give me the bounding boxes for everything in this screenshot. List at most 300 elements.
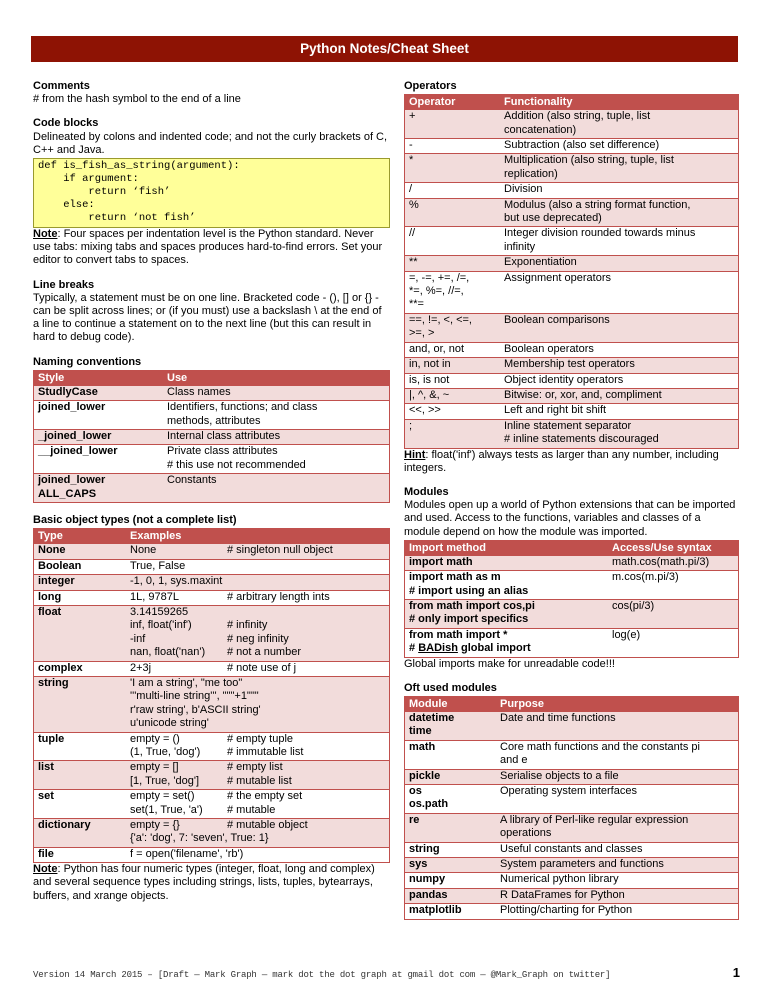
table-cell	[34, 474, 163, 502]
column-header: Module	[409, 698, 448, 711]
table-cell	[608, 556, 738, 570]
table-cell	[34, 761, 126, 789]
table-cell	[126, 677, 389, 732]
table-row	[405, 903, 738, 918]
table-cell-line: __joined_lower	[38, 445, 118, 458]
table-row	[405, 153, 738, 182]
table-cell-line: None	[38, 544, 66, 557]
version-line: Version 14 March 2015 – [Draft — Mark Graph — mark dot the dot graph at gmail dot com — @Mark_Graph on twitter]	[33, 970, 611, 980]
table-cell	[34, 677, 126, 732]
table-cell-line: replication)	[504, 167, 558, 180]
table-row	[34, 789, 389, 818]
table-cell	[405, 139, 500, 153]
table-cell-line: concatenation)	[504, 123, 577, 136]
table-cell-line: %	[409, 198, 419, 211]
table-cell	[34, 606, 126, 661]
table-cell	[405, 374, 500, 388]
table-row	[34, 847, 389, 862]
table-cell	[405, 741, 496, 769]
table-cell-line: ALL_CAPS	[38, 487, 97, 500]
column-header: Use	[167, 371, 188, 384]
code-line: if argument:	[38, 173, 139, 186]
table-cell	[405, 843, 496, 857]
table-cell-line: //	[409, 227, 416, 240]
note-paragraph	[33, 228, 390, 268]
section-heading: Comments	[33, 80, 90, 92]
column-header: Examples	[130, 530, 182, 543]
table-cell-line: Multiplication (also string, tuple, list	[504, 154, 674, 167]
table-cell-line: float	[38, 605, 62, 618]
table-cell-line: from math import *	[409, 628, 508, 641]
table-cell-line: pickle	[409, 769, 441, 782]
table-cell	[500, 199, 738, 227]
right-column	[404, 80, 739, 920]
operators-table	[404, 94, 739, 448]
section-oft-used-modules	[404, 682, 739, 920]
table-cell-line: # this use not recommended	[167, 458, 306, 471]
table-cell-line: long	[38, 590, 62, 603]
table-cell	[500, 183, 738, 197]
table-cell-line: math	[409, 740, 436, 753]
table-row	[405, 769, 738, 784]
table-cell	[500, 358, 738, 372]
table-cell	[405, 904, 496, 918]
table-cell-line: # inline statements discouraged	[504, 433, 659, 446]
code-line: return ‘fish’	[38, 186, 171, 199]
table-cell-line: complex	[38, 661, 83, 674]
table-cell	[163, 401, 389, 429]
table-cell	[500, 256, 738, 270]
table-cell	[496, 770, 738, 784]
table-cell-line: Exponentiation	[504, 256, 577, 269]
object-types-table	[33, 528, 390, 863]
table-cell-line: 2+3j # note use of j	[130, 661, 297, 674]
table-cell-line: *=, %=, //=,	[409, 285, 464, 298]
table-row	[405, 555, 738, 570]
table-row	[405, 711, 738, 740]
table-cell	[405, 358, 500, 372]
table-cell	[405, 389, 500, 403]
table-cell-line: Assignment operators	[504, 271, 611, 284]
table-cell-line: Object identity operators	[504, 373, 624, 386]
table-cell	[405, 272, 500, 313]
table-cell-line: but use deprecated)	[504, 212, 602, 225]
table-cell-line: None # singleton null object	[130, 544, 333, 557]
table-cell	[500, 374, 738, 388]
table-cell-line: <<, >>	[409, 404, 441, 417]
table-cell-line: string	[38, 676, 69, 689]
table-cell-line: _joined_lower	[38, 430, 112, 443]
table-row	[405, 198, 738, 227]
table-cell	[34, 733, 126, 761]
note-text: : Python has four numeric types (integer, float, long and complex) and several sequence types including strings, lists, tuples, bytearrays, buffers, and xrange objects.	[33, 863, 375, 902]
table-row	[34, 543, 389, 558]
table-cell-line: True, False	[130, 559, 186, 572]
table-cell	[500, 139, 738, 153]
table-header-row	[34, 529, 389, 543]
table-cell	[405, 858, 496, 872]
table-cell	[34, 790, 126, 818]
table-row	[405, 255, 738, 270]
section-heading: Basic object types (not a complete list)	[33, 514, 237, 527]
table-cell-line: Integer division rounded towards minus	[504, 227, 696, 240]
table-header-row	[405, 541, 738, 555]
table-cell-line: **=	[409, 298, 424, 311]
table-cell	[405, 420, 500, 448]
note-text: : Four spaces per indentation level is the Python standard. Never use tabs: mixing tabs and spaces produces hard-to-find errors. Set your editor to convert tabs to spaces.	[33, 228, 383, 267]
table-cell	[126, 848, 389, 862]
table-cell-line: '''multi-line string''', """+1"""	[130, 690, 259, 703]
table-cell-line: log(e)	[612, 628, 641, 641]
table-cell-line: =, -=, +=, /=,	[409, 271, 470, 284]
table-cell-line: inf, float('inf') # infinity	[130, 619, 268, 632]
global-imports-note: Global imports make for unreadable code!!!	[404, 657, 615, 670]
table-cell-line: StudlyCase	[38, 385, 98, 398]
table-cell-line: Class names	[167, 385, 231, 398]
table-cell	[405, 873, 496, 887]
page-title: Python Notes/Cheat Sheet	[31, 36, 738, 62]
section-heading: Modules	[404, 485, 449, 498]
table-row	[405, 784, 738, 813]
table-cell	[496, 785, 738, 813]
section-heading: Line breaks	[33, 278, 95, 291]
table-row	[34, 661, 389, 676]
table-row	[34, 429, 389, 444]
table-cell-line: re	[409, 813, 420, 826]
table-cell	[126, 591, 389, 605]
table-row	[405, 403, 738, 418]
table-cell	[34, 848, 126, 862]
oft-used-modules-table	[404, 696, 739, 920]
table-cell-line: empty = () # empty tuple	[130, 732, 294, 745]
code-example-box	[33, 158, 390, 228]
column-header: Style	[38, 371, 65, 384]
table-cell	[405, 256, 500, 270]
table-cell-line: tuple	[38, 732, 65, 745]
table-row	[34, 732, 389, 761]
table-cell	[405, 183, 500, 197]
table-cell	[500, 272, 738, 313]
table-cell	[163, 445, 389, 473]
table-cell	[405, 629, 608, 657]
table-cell	[405, 343, 500, 357]
table-row	[34, 574, 389, 589]
table-cell	[34, 591, 126, 605]
table-cell-line: {'a': 'dog', 7: 'seven', True: 1}	[130, 832, 269, 845]
table-cell-line: list	[38, 761, 54, 774]
table-cell-line: Plotting/charting for Python	[500, 904, 633, 917]
table-row	[34, 760, 389, 789]
table-cell-line: -	[409, 139, 413, 152]
table-row	[405, 842, 738, 857]
table-cell-line: nan, float('nan') # not a number	[130, 646, 301, 659]
table-cell-line: Useful constants and classes	[500, 842, 643, 855]
table-cell	[405, 314, 500, 342]
table-cell-line: empty = {} # mutable object	[130, 819, 308, 832]
table-cell-line: Modulus (also a string format function,	[504, 198, 691, 211]
section-line-breaks	[33, 279, 390, 345]
table-cell	[496, 741, 738, 769]
table-cell-line: os	[409, 785, 422, 798]
table-cell	[34, 445, 163, 473]
table-cell-line: R DataFrames for Python	[500, 888, 625, 901]
column-header: Import method	[409, 541, 486, 554]
table-cell-line: matplotlib	[409, 904, 462, 917]
table-cell-line: file	[38, 847, 54, 860]
table-cell-line: Boolean comparisons	[504, 313, 610, 326]
table-cell	[34, 575, 126, 589]
table-cell-line: A library of Perl-like regular expression	[500, 813, 689, 826]
table-cell	[496, 814, 738, 842]
table-cell	[405, 600, 608, 628]
table-cell-line: set	[38, 790, 54, 803]
table-cell-line: time	[409, 725, 432, 738]
hint-text: : float('inf') always tests as larger than any number, including integers.	[404, 448, 719, 474]
table-cell-line: and, or, not	[409, 342, 465, 355]
table-row	[34, 818, 389, 847]
table-cell	[500, 154, 738, 182]
table-cell-line: # BADish global import	[409, 642, 531, 655]
section-text: # from the hash symbol to the end of a line	[33, 93, 241, 106]
table-cell	[405, 154, 500, 182]
table-row	[405, 740, 738, 769]
left-column	[33, 80, 390, 903]
section-heading: Operators	[404, 80, 457, 92]
table-cell	[126, 560, 389, 574]
table-header-row	[34, 371, 389, 385]
table-row	[34, 605, 389, 661]
table-cell-line: Identifiers, functions; and class	[167, 401, 318, 414]
table-cell-line: integer	[38, 575, 75, 588]
table-cell-line: # import using an alias	[409, 584, 529, 597]
section-text: Modules open up a world of Python extensions that can be imported and used. Access to the functions, variables and classes of a module depend on how the module was imported.	[404, 499, 736, 538]
table-cell-line: 'I am a string', "me too"	[130, 676, 243, 689]
table-cell-line: set(1, True, 'a') # mutable	[130, 803, 276, 816]
table-header-row	[405, 95, 738, 109]
table-row	[405, 857, 738, 872]
table-cell	[34, 386, 163, 400]
table-cell-line: from math import cos,pi	[409, 599, 535, 612]
table-cell	[126, 761, 389, 789]
table-cell-line: Bitwise: or, xor, and, compliment	[504, 388, 662, 401]
table-cell	[405, 889, 496, 903]
table-cell-line: System parameters and functions	[500, 858, 664, 871]
table-cell	[126, 575, 389, 589]
code-line: return ‘not fish’	[38, 212, 196, 225]
table-cell-line: (1, True, 'dog') # immutable list	[130, 745, 304, 758]
table-cell	[405, 770, 496, 784]
table-cell-line: -1, 0, 1, sys.maxint	[130, 575, 223, 588]
table-cell-line: Left and right bit shift	[504, 404, 607, 417]
table-cell-line: joined_lower	[38, 474, 106, 487]
table-row	[405, 570, 738, 599]
table-cell-line: is, is not	[409, 373, 450, 386]
table-cell	[405, 110, 500, 138]
table-row	[405, 226, 738, 255]
table-cell-line: Addition (also string, tuple, list	[504, 110, 651, 123]
column-header: Access/Use syntax	[612, 541, 712, 554]
table-cell-line: empty = set() # the empty set	[130, 790, 303, 803]
table-cell	[405, 227, 500, 255]
table-cell-line: /	[409, 183, 413, 196]
table-row	[405, 182, 738, 197]
table-cell	[163, 430, 389, 444]
table-cell-line: *	[409, 154, 414, 167]
table-cell	[34, 401, 163, 429]
table-cell-line: sys	[409, 858, 428, 871]
import-method-table	[404, 540, 739, 658]
table-cell	[496, 889, 738, 903]
table-row	[405, 872, 738, 887]
code-line: else:	[38, 199, 95, 212]
page-footer	[33, 965, 740, 980]
table-cell-line: import math	[409, 555, 473, 568]
table-cell-line: Inline statement separator	[504, 419, 632, 432]
table-row	[34, 400, 389, 429]
table-cell-line: m.cos(m.pi/3)	[612, 571, 679, 584]
table-cell	[126, 790, 389, 818]
table-row	[405, 419, 738, 448]
table-cell-line: datetime	[409, 712, 455, 725]
table-cell-line: cos(pi/3)	[612, 599, 655, 612]
table-cell-line: Boolean	[38, 559, 82, 572]
table-cell-line: dictionary	[38, 819, 91, 832]
table-cell-line: ;	[409, 419, 413, 432]
section-text: Delineated by colons and indented code; and not the curly brackets of C, C++ and Java.	[33, 130, 388, 156]
table-cell-line: Internal class attributes	[167, 430, 281, 443]
table-cell	[405, 712, 496, 740]
table-cell-line: **	[409, 256, 418, 269]
table-cell-line: infinity	[504, 240, 536, 253]
table-cell-line: empty = [] # empty list	[130, 761, 283, 774]
table-row	[34, 590, 389, 605]
table-cell-line: Subtraction (also set difference)	[504, 139, 660, 152]
naming-conventions-table	[33, 370, 390, 503]
table-cell	[500, 420, 738, 448]
table-cell-line: f = open('filename', 'rb')	[130, 847, 244, 860]
page-number: 1	[732, 965, 740, 980]
table-cell-line: numpy	[409, 873, 446, 886]
table-row	[34, 473, 389, 502]
table-cell	[405, 571, 608, 599]
note-paragraph	[33, 863, 390, 903]
table-cell	[34, 819, 126, 847]
table-cell	[608, 600, 738, 628]
table-cell	[34, 560, 126, 574]
table-cell-line: 1L, 9787L # arbitrary length ints	[130, 590, 330, 603]
table-row	[34, 385, 389, 400]
table-cell-line: Constants	[167, 474, 217, 487]
table-cell-line: Core math functions and the constants pi	[500, 740, 700, 753]
section-heading: Oft used modules	[404, 681, 497, 694]
hint-label: Hint	[404, 448, 426, 461]
table-cell-line: Operating system interfaces	[500, 785, 637, 798]
table-cell-line: string	[409, 842, 440, 855]
table-cell-line: math.cos(math.pi/3)	[612, 555, 710, 568]
table-cell	[500, 343, 738, 357]
table-cell	[126, 819, 389, 847]
table-cell	[405, 785, 496, 813]
table-cell	[126, 606, 389, 661]
table-row	[34, 676, 389, 732]
table-row	[405, 628, 738, 657]
table-cell	[608, 571, 738, 599]
table-cell	[34, 662, 126, 676]
table-cell	[405, 556, 608, 570]
table-cell	[496, 858, 738, 872]
table-cell-line: Numerical python library	[500, 873, 619, 886]
column-header: Purpose	[500, 698, 545, 711]
table-cell	[126, 544, 389, 558]
table-cell-line: Boolean operators	[504, 342, 594, 355]
table-cell-line: Serialise objects to a file	[500, 769, 619, 782]
table-row	[34, 559, 389, 574]
table-cell-line: Division	[504, 183, 543, 196]
table-cell-line: >=, >	[409, 327, 435, 340]
section-heading: Code blocks	[33, 117, 99, 130]
table-row	[405, 599, 738, 628]
section-code-blocks	[33, 117, 390, 267]
table-cell	[405, 199, 500, 227]
table-cell-line: import math as m	[409, 571, 501, 584]
table-cell	[126, 733, 389, 761]
table-row	[405, 109, 738, 138]
table-cell-line: 3.14159265	[130, 605, 189, 618]
table-cell-line: -inf # neg infinity	[130, 632, 289, 645]
table-row	[405, 388, 738, 403]
table-cell	[34, 544, 126, 558]
table-cell-line: Private class attributes	[167, 445, 278, 458]
table-row	[405, 271, 738, 313]
section-comments	[33, 80, 390, 106]
table-row	[405, 373, 738, 388]
table-row	[405, 342, 738, 357]
table-cell-line: # only import specifics	[409, 613, 529, 626]
column-header: Operator	[409, 96, 456, 109]
content-columns	[33, 80, 739, 920]
table-row	[405, 813, 738, 842]
section-text: Typically, a statement must be on one line. Bracketed code - (), [] or {} - can be split across lines; or (if you must) use a backslash \ at the end of a line to continue a statement on to the next line (but this can result in hard to debug code).	[33, 291, 382, 344]
table-cell-line: r'raw string', b'ASCII string'	[130, 703, 261, 716]
table-cell-line: u'unicode string'	[130, 717, 209, 730]
column-header: Functionality	[504, 96, 573, 109]
table-row	[405, 357, 738, 372]
section-naming-conventions	[33, 356, 390, 503]
table-cell-line: pandas	[409, 888, 448, 901]
table-cell	[500, 314, 738, 342]
table-cell	[496, 712, 738, 740]
table-cell	[500, 227, 738, 255]
table-cell-line: joined_lower	[38, 401, 106, 414]
hint-paragraph	[404, 449, 739, 475]
section-operators	[404, 80, 739, 475]
section-heading: Naming conventions	[33, 355, 142, 368]
table-cell	[405, 404, 500, 418]
code-line: def is_fish_as_string(argument):	[38, 160, 240, 173]
table-cell-line: in, not in	[409, 358, 451, 371]
column-header: Type	[38, 530, 63, 543]
table-cell	[496, 873, 738, 887]
table-cell	[496, 904, 738, 918]
table-cell-line: operations	[500, 827, 552, 840]
table-cell	[500, 389, 738, 403]
section-object-types	[33, 514, 390, 903]
table-row	[405, 313, 738, 342]
table-header-row	[405, 697, 738, 711]
table-cell	[34, 430, 163, 444]
table-cell-line: os.path	[409, 798, 449, 811]
table-cell	[126, 662, 389, 676]
